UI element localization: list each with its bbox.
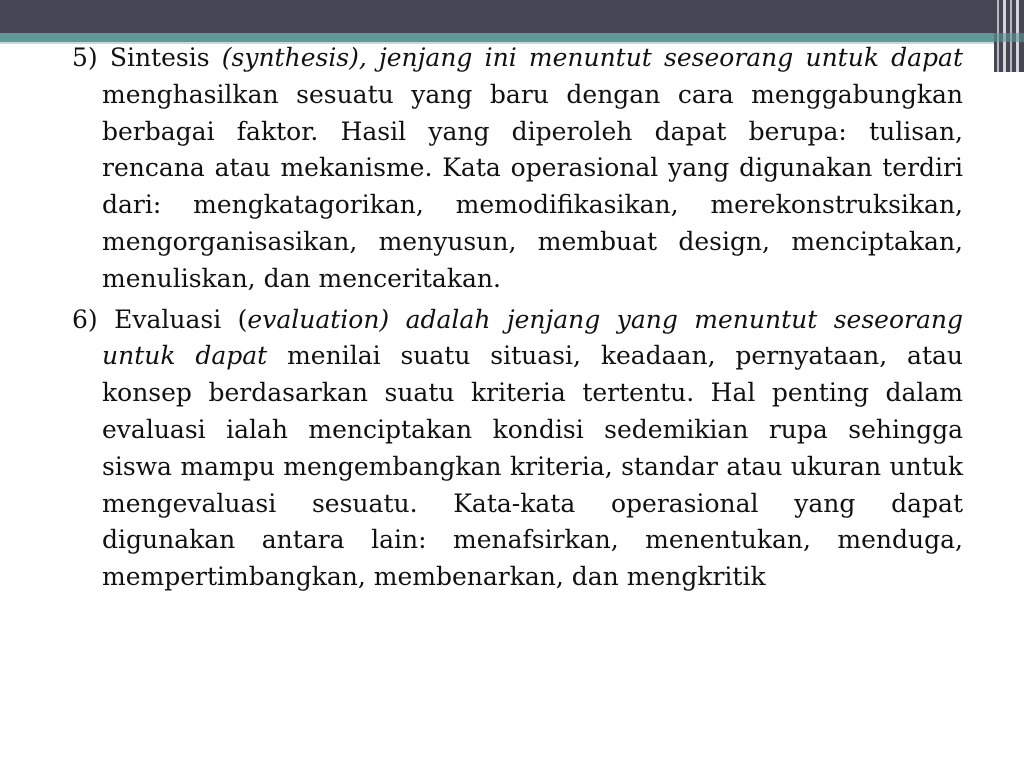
item-italic-text: (synthesis), jenjang ini menuntut seseorang untuk dapat	[221, 43, 963, 72]
item-prefix: 6) Evaluasi (	[72, 304, 248, 334]
list-item-sintesis	[72, 40, 963, 298]
item-body-text: menghasilkan sesuatu yang baru dengan cara menggabungkan berbagai faktor. Hasil yang diperoleh dapat berupa: tulisan, rencana atau mekanisme. Kata operasional yang digunakan terdiri dari: mengkatagorikan, memodifikasikan, merekonstruksikan, mengorganisasikan, menyusun, membuat design, menciptakan, menuliskan, dan menceritakan.	[102, 79, 963, 293]
corner-stripes-decoration	[994, 0, 1024, 72]
item-italic-text: evaluation) adalah jenjang yang menuntut seseorang untuk dapat	[102, 304, 963, 371]
list-item-evaluasi	[72, 302, 963, 596]
item-body-text: menilai suatu situasi, keadaan, pernyataan, atau konsep berdasarkan suatu kriteria tertentu. Hal penting dalam evaluasi ialah menciptakan kondisi sedemikian rupa sehingga siswa mampu mengembangkan kriteria, standar atau ukuran untuk mengevaluasi sesuatu. Kata-kata operasional yang dapat digunakan antara lain: menafsirkan, menentukan, menduga, mempertimbangkan, membenarkan, dan mengkritik	[102, 341, 963, 592]
header-bar	[0, 0, 1024, 33]
slide-body	[72, 40, 963, 596]
item-prefix: 5) Sintesis	[72, 43, 222, 72]
